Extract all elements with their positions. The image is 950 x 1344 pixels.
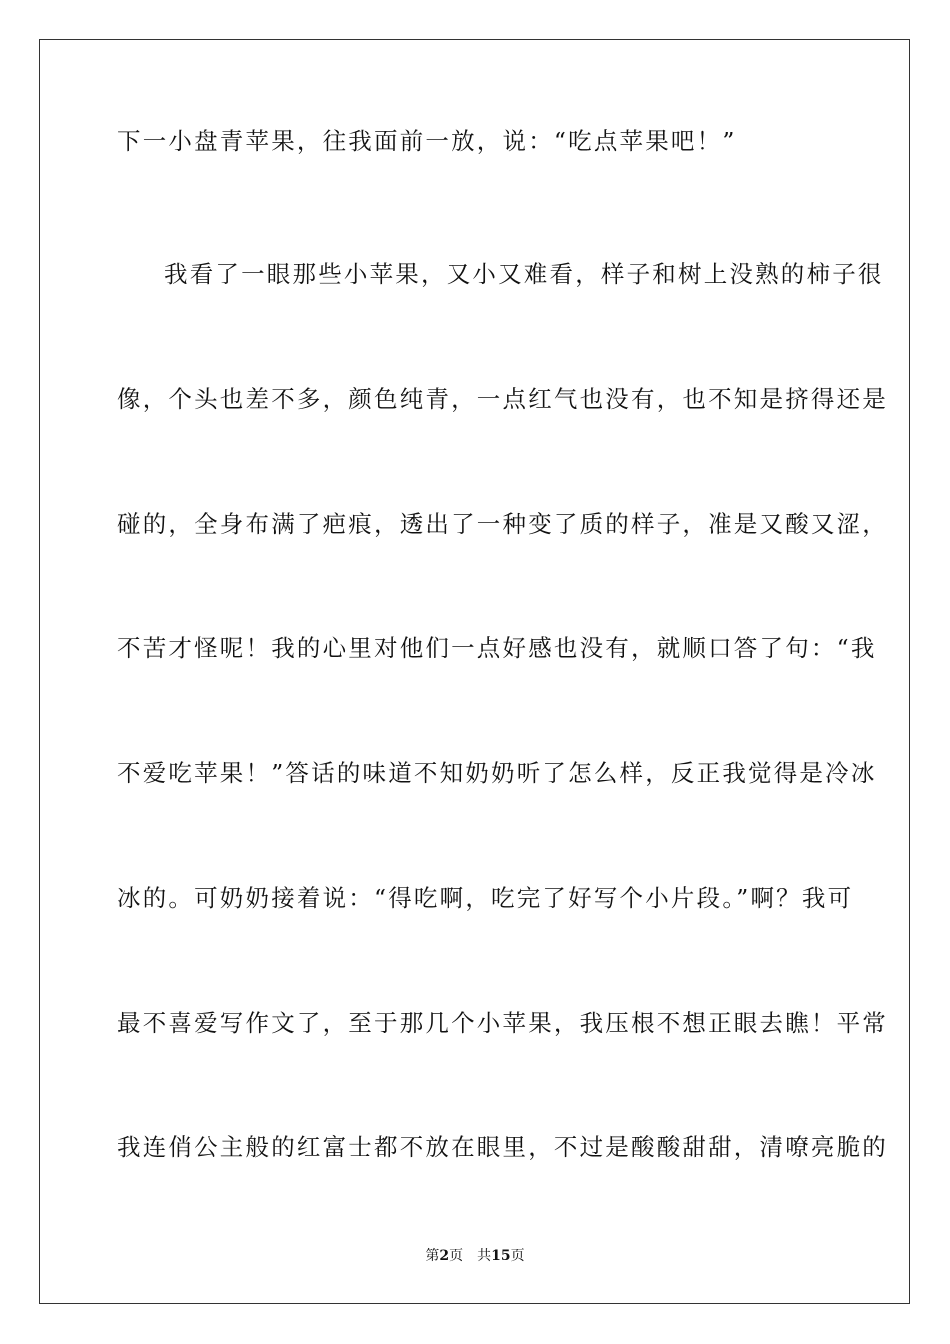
total-suffix: 页	[510, 1248, 525, 1264]
page-number: 2	[439, 1248, 450, 1264]
total-pages: 15	[491, 1248, 511, 1264]
total-prefix: 共	[477, 1248, 492, 1264]
text-line-5: 不苦才怪呢！我的心里对他们一点好感也没有，就顺口答了句：“我	[117, 634, 877, 662]
text-line-9: 我连俏公主般的红富士都不放在眼里，不过是酸酸甜甜，清嘹亮脆的	[117, 1133, 888, 1161]
text-line-2: 我看了一眼那些小苹果，又小又难看，样子和树上没熟的柿子很	[164, 260, 884, 288]
text-line-4: 碰的，全身布满了疤痕，透出了一种变了质的样子，准是又酸又涩，	[117, 510, 888, 538]
page-border	[39, 39, 910, 1304]
page-prefix: 第	[425, 1248, 440, 1264]
page-footer	[0, 1246, 950, 1266]
page-suffix: 页	[449, 1248, 464, 1264]
text-line-7: 冰的。可奶奶接着说：“得吃啊，吃完了好写个小片段。”啊？我可	[117, 884, 854, 912]
text-line-3: 像，个头也差不多，颜色纯青，一点红气也没有，也不知是挤得还是	[117, 385, 888, 413]
text-line-6: 不爱吃苹果！”答话的味道不知奶奶听了怎么样，反正我觉得是冷冰	[117, 759, 877, 787]
text-line-1: 下一小盘青苹果，往我面前一放，说：“吃点苹果吧！”	[117, 127, 737, 155]
text-line-8: 最不喜爱写作文了，至于那几个小苹果，我压根不想正眼去瞧！平常	[117, 1009, 888, 1037]
